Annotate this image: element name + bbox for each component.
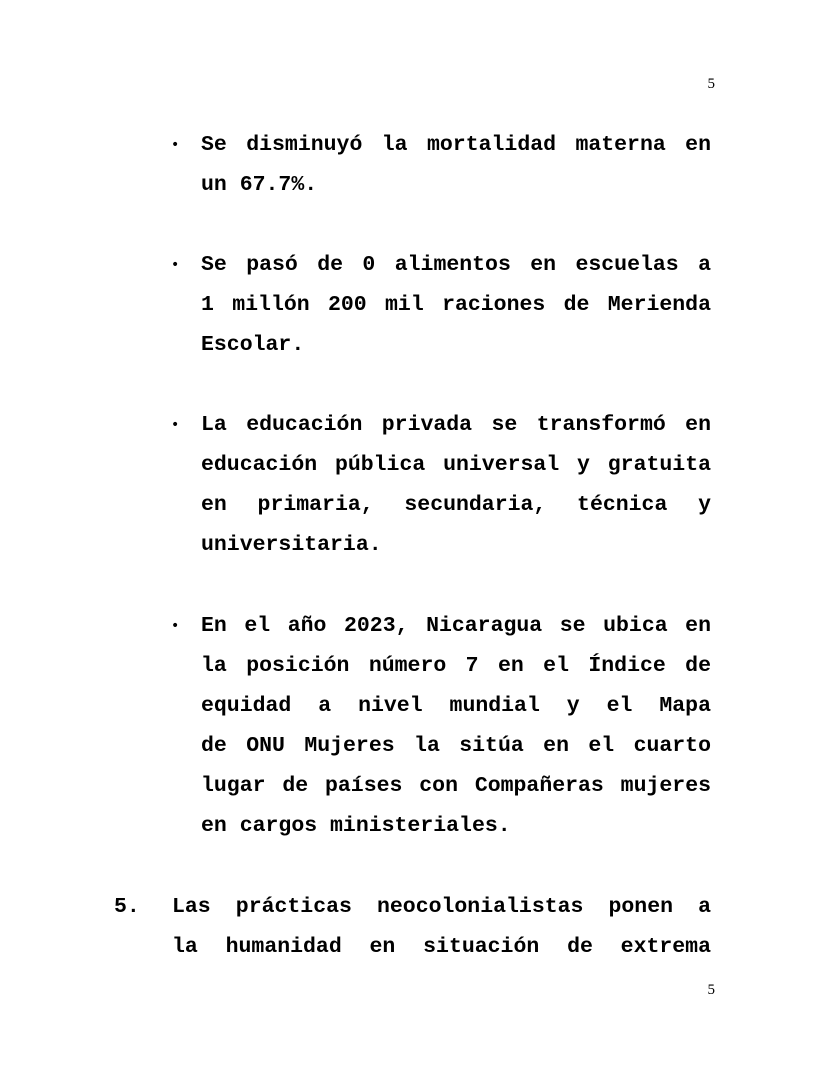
text-line: Las prácticas neocolonialistas ponen a (172, 895, 711, 919)
text-line: En el año 2023, Nicaragua se ubica en (201, 614, 711, 638)
text-line: en primaria, secundaria, técnica y (201, 493, 711, 517)
text-line: de ONU Mujeres la sitúa en el cuarto (201, 734, 711, 758)
text-line: en cargos ministeriales. (201, 814, 511, 838)
text-line: lugar de países con Compañeras mujeres (201, 774, 711, 798)
text-line: Se disminuyó la mortalidad materna en (201, 133, 711, 157)
text-line: La educación privada se transformó en (201, 413, 711, 437)
text-line: educación pública universal y gratuita (201, 453, 711, 477)
text-line: Escolar. (201, 333, 305, 357)
text-line: un 67.7%. (201, 173, 318, 197)
bullet-icon: • (171, 417, 180, 433)
bullet-icon: • (171, 137, 180, 153)
list-number: 5. (114, 895, 140, 919)
bullet-icon: • (171, 618, 180, 634)
text-line: la humanidad en situación de extrema (172, 935, 711, 959)
text-line: 1 millón 200 mil raciones de Merienda (201, 293, 711, 317)
text-line: la posición número 7 en el Índice de (201, 654, 711, 678)
page-number-bottom: 5 (707, 982, 715, 998)
bullet-icon: • (171, 257, 180, 273)
page-number-top: 5 (707, 76, 715, 92)
text-line: universitaria. (201, 533, 382, 557)
text-line: Se pasó de 0 alimentos en escuelas a (201, 253, 711, 277)
text-line: equidad a nivel mundial y el Mapa (201, 694, 711, 718)
